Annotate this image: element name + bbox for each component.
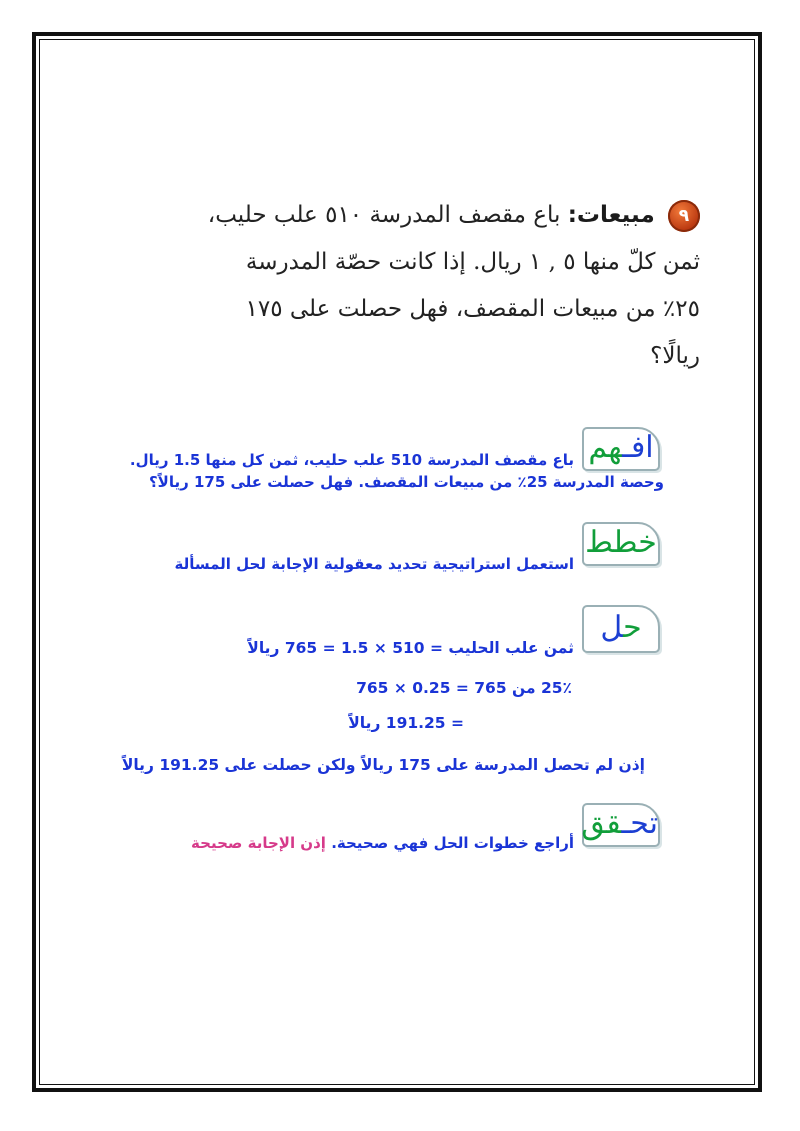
problem-statement [180,192,700,380]
solve-line-2: 25٪ من 765 = 0.25 × 765 [356,679,572,697]
problem-line-2: ثمن كلّ منها ٥ , ١ ريال. إذا كانت حصّة المدرسة [245,249,700,275]
problem-text-1: باع مقصف المدرسة ٥١٠ علب حليب، [207,202,561,228]
solve-conclusion: إذن لم تحصل المدرسة على 175 ريالاً ولكن حصلت على 191.25 ريالاً [121,756,645,774]
problem-topic: مبيعات: [567,202,655,228]
check-label-b: قق [581,806,622,841]
check-label-a: تحـ [621,806,658,841]
problem-line-1 [180,192,700,239]
problem-line-3: ٢٥٪ من مبيعات المقصف، فهل حصلت على ١٧٥ [245,296,700,322]
understand-text-2: وحصة المدرسة 25٪ من مبيعات المقصف. فهل حصلت على 175 ريالاً؟ [148,473,664,491]
understand-label-a: افـ [622,430,654,465]
plan-text: استعمل استراتيجية تحديد معقولية الإجابة لحل المسألة [174,555,574,573]
solve-line-3: = 191.25 ريالاً [348,714,464,732]
problem-line-4: ريالًا؟ [650,343,700,369]
solve-label [582,605,660,653]
problem-number-badge: ٩ [668,200,700,232]
check-text-part1: أراجع خطوات الحل فهي صحيحة. [331,834,574,852]
check-label [582,803,660,847]
check-text-part2: إذن الإجابة صحيحة [191,834,326,852]
understand-label [582,427,660,471]
solve-label-a: ح [623,610,642,645]
solve-line-1: ثمن علب الحليب = 510 × 1.5 = 765 ريالاً [247,639,574,657]
understand-text-1: باع مقصف المدرسة 510 علب حليب، ثمن كل منها 1.5 ريال. [129,451,574,469]
solve-label-b: ل [600,610,624,645]
check-text [191,832,574,854]
plan-label: خطط [582,522,660,566]
understand-label-b: هم [588,430,623,465]
